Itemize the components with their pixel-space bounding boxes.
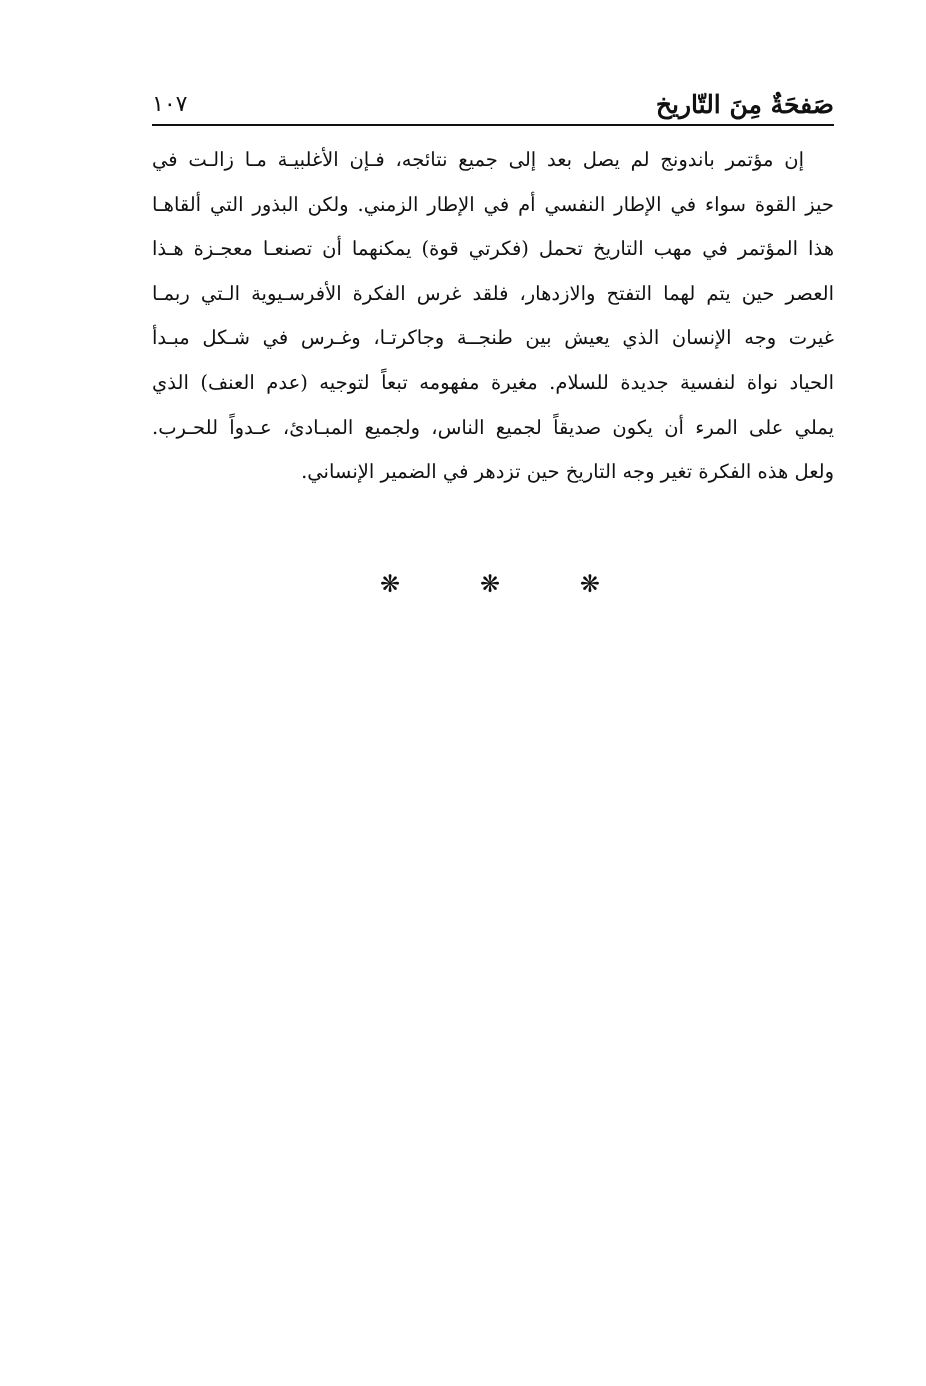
page-number: ١٠٧	[152, 92, 188, 117]
asterism-star-icon: ❋	[479, 570, 501, 598]
asterism-star-icon: ❋	[579, 570, 600, 598]
text-line-3: هذا المؤتمر في مهب التاريخ تحمل (فكرتي قوة) يمكنهما أن تصنعـا معجـزة هـذا	[152, 237, 834, 261]
text-line-7: يملي على المرء أن يكون صديقاً لجميع الناس، ولجميع المبـادئ، عـدواً للحـرب.	[152, 415, 834, 439]
text-line-5: غيرت وجه الإنسان الذي يعيش بين طنجــة وجاكرتـا، وغـرس في شـكل مبـدأ	[152, 326, 834, 350]
body-paragraph	[152, 138, 834, 495]
running-header	[152, 88, 834, 124]
text-line-1: إن مؤتمر باندونج لم يصل بعد إلى جميع نتائجه، فـإن الأغلبيـة مـا زالـت في	[152, 148, 804, 171]
text-line-8: ولعل هذه الفكرة تغير وجه التاريخ حين تزدهر في الضمير الإنساني.	[301, 460, 834, 484]
text-line-2: حيز القوة سواء في الإطار النفسي أم في الإطار الزمني. ولكن البذور التي ألقاهـا	[152, 192, 834, 216]
header-rule	[152, 124, 834, 126]
asterism-star-icon: ❋	[380, 570, 401, 598]
text-line-4: العصر حين يتم لهما التفتح والازدهار، فلقد غرس الفكرة الأفرسـيوية الـتي ربمـا	[152, 281, 834, 305]
header-title: صَفحَةٌ مِنَ التّاريخ	[655, 90, 834, 119]
section-break-ornament	[380, 566, 600, 602]
text-line-6: الحياد نواة لنفسية جديدة للسلام. مغيرة مفهومه تبعاً لتوجيه (عدم العنف) الذي	[152, 370, 834, 394]
